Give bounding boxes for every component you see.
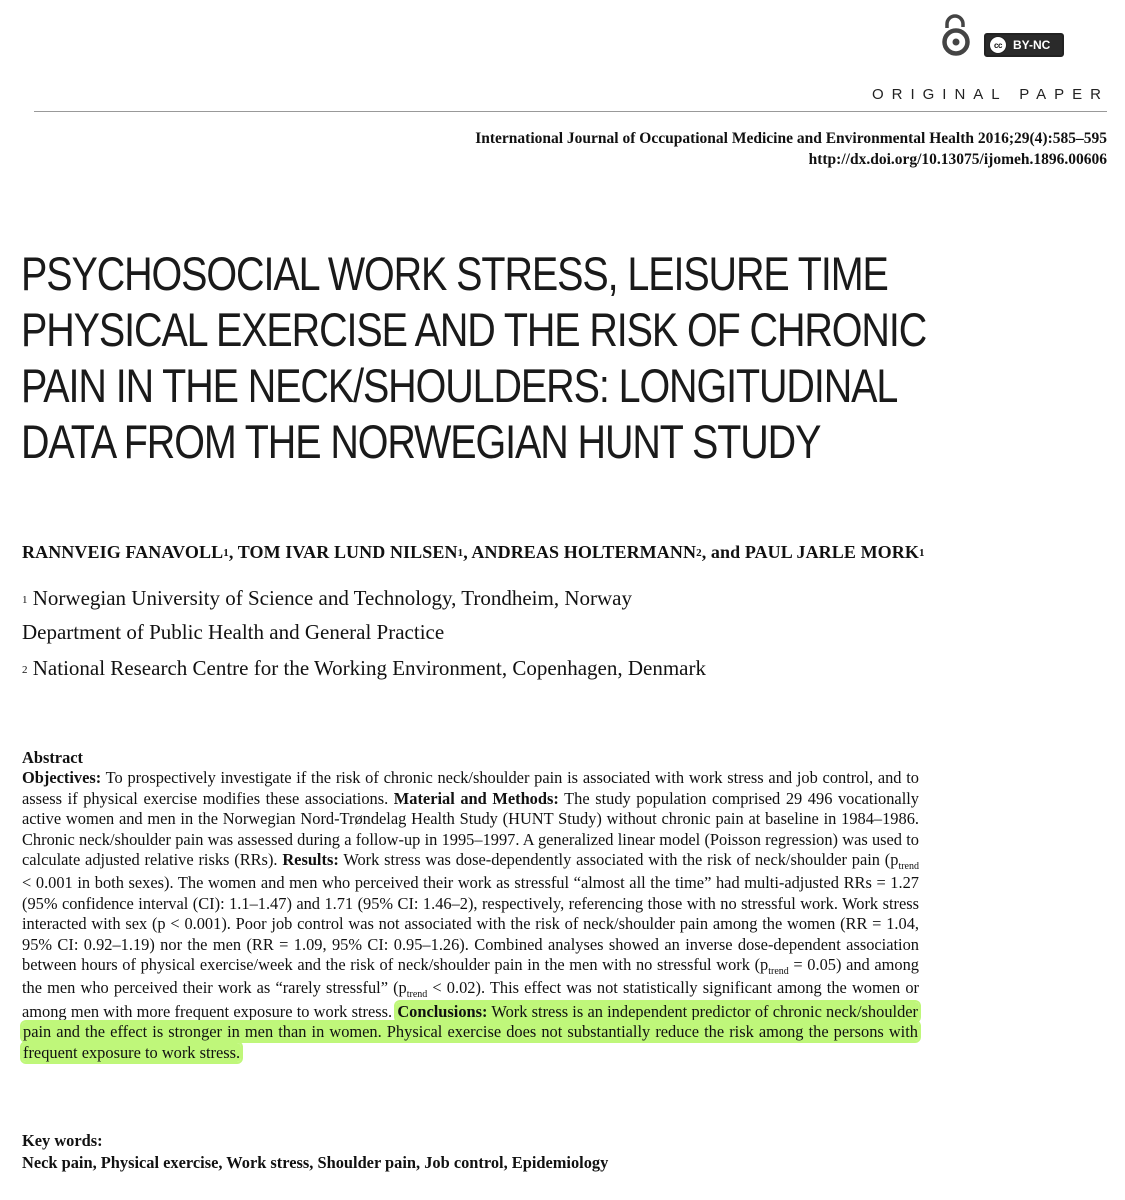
trend-subscript: trend [768,966,789,978]
author-name: ANDREAS HOLTERMANN [471,542,697,562]
document-type: ORIGINAL PAPER [871,86,1109,103]
methods-label: Material and Methods: [393,788,559,808]
header-divider [34,111,1107,112]
license-label: BY-NC [1013,38,1051,52]
affiliation-marker: 1 [918,547,925,559]
keywords-heading: Key words: [22,1131,103,1150]
creative-commons-icon: cc [989,36,1007,54]
abstract-body [22,768,919,1063]
author-name: PAUL JARLE MORK [744,542,919,562]
affiliation-marker: 2 [22,664,28,676]
affiliation-1 [22,586,632,611]
author-separator: , [463,542,472,562]
abstract [22,748,919,1063]
abstract-heading: Abstract [22,748,83,767]
keywords [22,1130,608,1174]
cc-by-nc-license-badge[interactable] [984,33,1064,57]
author-name: RANNVEIG FANAVOLL [22,542,224,562]
affiliation-marker: 1 [457,547,464,559]
trend-subscript: trend [898,861,919,873]
title-line: PAIN IN THE NECK/SHOULDERS: LONGITUDINAL [21,359,898,412]
results-text: Work stress was dose-dependently associated with the risk of neck/shoulder pain (p [338,850,899,870]
title-line: PHYSICAL EXERCISE AND THE RISK OF CHRONIC [21,303,927,356]
affiliation-text: Norwegian University of Science and Technology, Trondheim, Norway [27,586,632,610]
affiliation-marker: 1 [22,594,28,606]
citation [475,128,1107,170]
objectives-text: To prospectively investigate if the risk of chronic neck/shoulder pain is associated with work stress and job control, and to assess if physical exercise modifies these associations. [22,768,919,808]
objectives-label: Objectives: [22,768,102,788]
trend-subscript: trend [406,989,428,1001]
affiliation-department: Department of Public Health and General Practice [22,620,445,644]
author-list [22,542,925,563]
affiliation-text: National Research Centre for the Working Environment, Copenhagen, Denmark [27,656,706,680]
author-separator: , [228,542,238,562]
affiliation-marker: 2 [696,547,702,559]
title-line: PSYCHOSOCIAL WORK STRESS, LEISURE TIME [21,247,888,300]
affiliation-2 [22,656,706,681]
results-label: Results: [282,850,339,870]
conclusions-text: Work stress is an independent predictor of chronic neck/shoulder pain and the effect is stronger in men than in women. Physical exercise does not substantially reduce the risk among the persons with frequent exposure to work stress. [23,1001,918,1062]
open-access-lock-icon [938,14,974,56]
methods-text: The study population comprised 29 496 vocationally active women and men in the Norwegian Nord-Trøndelag Health Study (HUNT Study) without chronic pain at baseline in 1984–1986. Chronic neck/shoulder pain was assessed during a follow-up in 1995–1997. A generalized linear model (Poisson regression) was used to calculate adjusted relative risks (RRs). [22,788,919,870]
conclusions-label: Conclusions: [397,1001,488,1021]
affiliation-marker: 1 [223,547,229,559]
results-text: < 0.001 in both sexes). The women and men who perceived their work as stressful “almost all the time” had multi-adjusted RRs = 1.27 (95% confidence interval (CI): 1.1–1.47) and 1.71 (95% CI: 1.46–2), respectively, referencing those with no stressful work. Work stress interacted with sex (p < 0.001). Poor job control was not associated with the risk of neck/shoulder pain among the women (RR = 1.04, 95% CI: 0.92–1.19) nor the men (RR = 1.09, 95% CI: 0.95–1.26). Combined analyses showed an inverse dose-dependent association between hours of physical exercise/week and the risk of neck/shoulder pain in the men with no stressful work (p [22,873,919,975]
doi-link[interactable]: http://dx.doi.org/10.13075/ijomeh.1896.00606 [808,151,1107,168]
keywords-list: Neck pain, Physical exercise, Work stress, Shoulder pain, Job control, Epidemiology [22,1153,609,1172]
author-separator: , and [701,542,745,562]
paper-title [21,246,945,470]
title-line: DATA FROM THE NORWEGIAN HUNT STUDY [21,415,821,468]
results-text: < 0.02). This effect was not statistically significant among the women or among men with more frequent exposure to work stress. [22,978,919,1021]
author-name: TOM IVAR LUND NILSEN [237,542,458,562]
journal-citation: International Journal of Occupational Medicine and Environmental Health 2016;29(4):585–595 [475,130,1107,147]
results-text: = 0.05) and among the men who perceived their work as “rarely stressful” (p [22,955,920,998]
